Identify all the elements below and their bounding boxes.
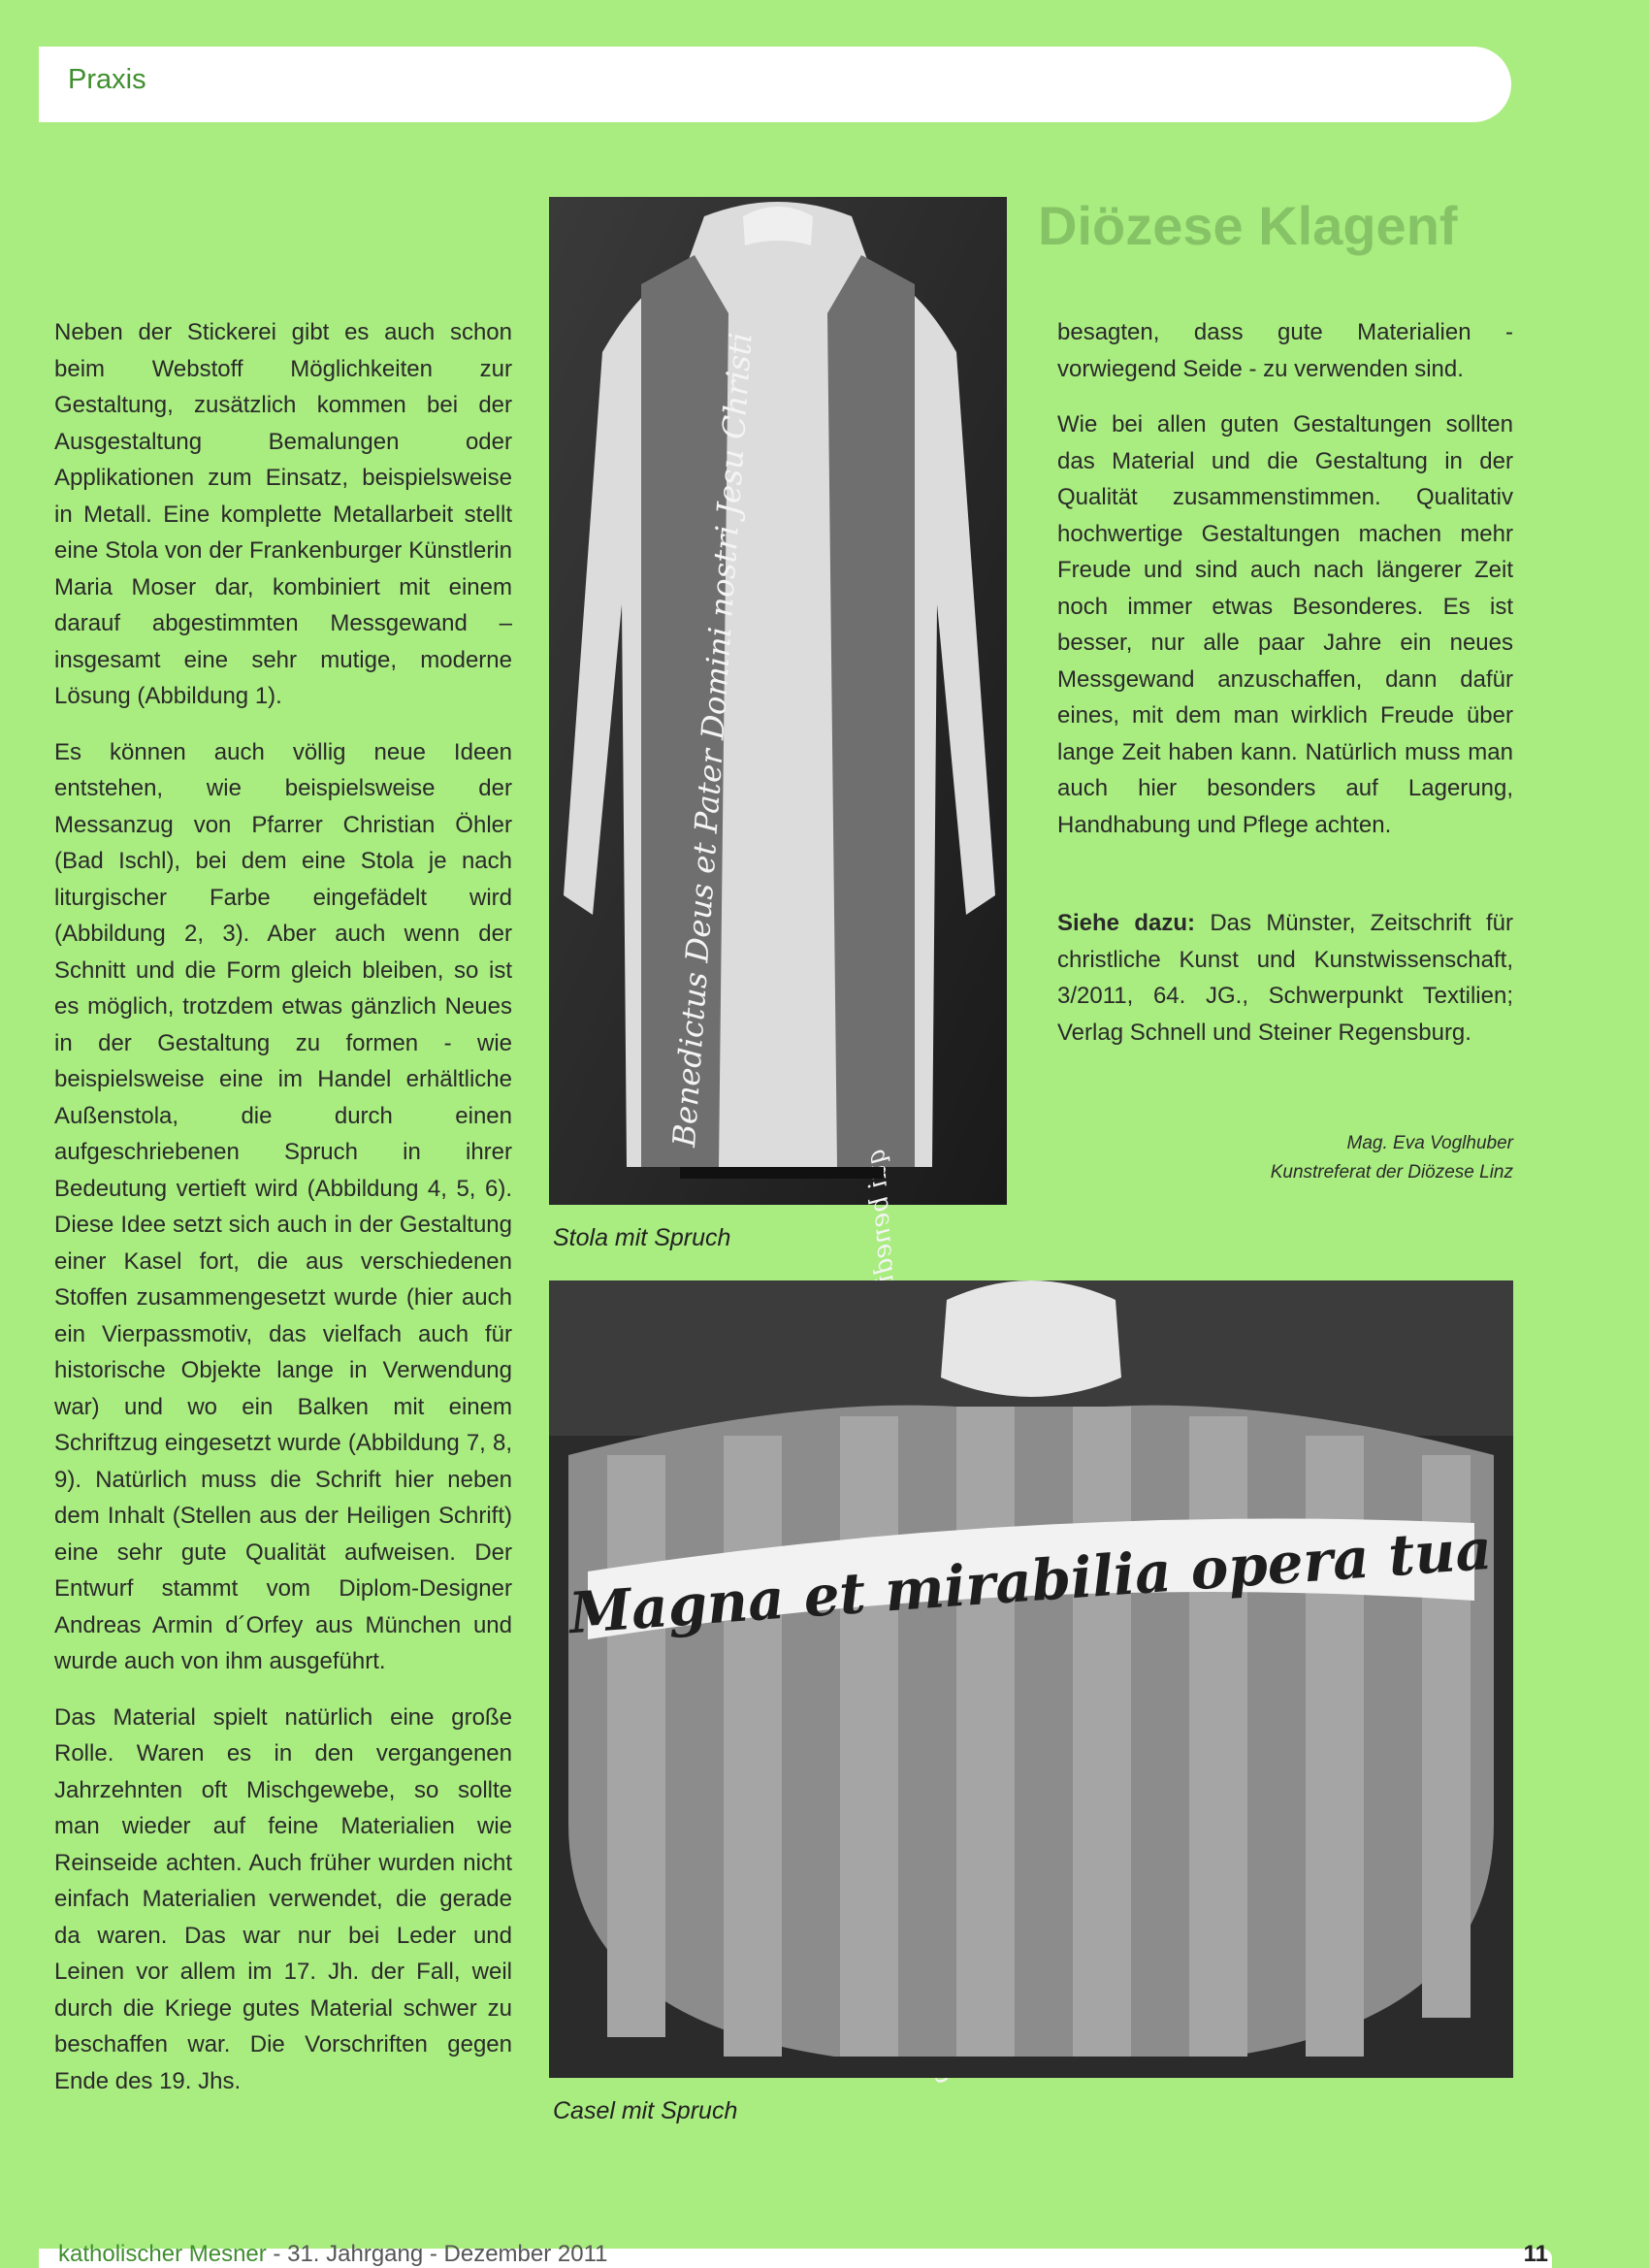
stola-photo: [549, 197, 1007, 1205]
stola-inscription-left: Benedictus Deus et Pater Domini nostri Jesu Christi: [665, 331, 760, 1149]
paragraph: besagten, dass gute Materialien - vorwiegend Seide - zu verwenden sind.: [1057, 319, 1513, 382]
reference-text: Das Münster, Zeitschrift für christliche Kunst und Kunstwissenschaft, 3/2011, 64. JG., Schwerpunkt Textilien; Verlag Schnell und Steiner Regensburg.: [1057, 910, 1514, 1046]
paragraph: Wie bei allen guten Gestaltungen sollten das Material und die Gestaltung in der Qualität zusammenstimmen. Qualitativ hochwertige Gestaltungen machen mehr Freude und sind auch nach längerer Zeit noch immer etwas Besonderes. Es ist besser, nur alle paar Jahre ein neues Messgewand anzuschaffen, dann dafür eines, mit dem man wirklich Freude über lange Zeit haben kann. Natürlich muss man auch hier besonders auf Lagerung, Handhabung und Pflege achten.: [1057, 411, 1513, 838]
magazine-name: katholischer Mesner: [58, 2241, 267, 2267]
left-column: [54, 314, 512, 2119]
reference: [1057, 905, 1513, 1051]
casel-inscription: Magna et mirabilia opera tua: [566, 1515, 1495, 1647]
reference-lead: Siehe dazu:: [1057, 910, 1196, 936]
paragraph: Neben der Stickerei gibt es auch schon beim Webstoff Möglichkeiten zur Gestaltung, zusätzlich kommen bei der Ausgestaltung Bemalungen oder Applikationen zum Einsatz, beispielsweise in Metall. Eine komplette Metallarbeit stellt eine Stola von der Frankenburger Künstlerin Maria Moser dar, kombiniert mit einem darauf abgestimmten Messgewand – insgesamt eine sehr mutige, moderne Lösung (Abbildung 1).: [54, 319, 512, 709]
page-number: 11: [1523, 2241, 1548, 2267]
casel-photo: [549, 1280, 1513, 2078]
issue-info: - 31. Jahrgang - Dezember 2011: [266, 2241, 608, 2267]
right-column: [1057, 314, 1513, 1070]
author-role: Kunstreferat der Diözese Linz: [1270, 1162, 1513, 1183]
bleed-through-text: Diözese Klagenf: [1038, 195, 1458, 256]
section-label: Praxis: [68, 64, 146, 95]
paragraph: Das Material spielt natürlich eine große Rolle. Waren es in den vergangenen Jahrzehnten oft Mischgewebe, so sollte man wieder auf feine Materialien wie Reinseide achten. Auch früher wurden nicht einfach Materialien verwendet, die gerade da waren. Das war nur bei Leder und Leinen vor allem im 17. Jh. der Fall, weil durch die Kriege gutes Material schwer zu beschaffen war. Die Vorschriften gegen Ende des 19. Jhs.: [54, 1703, 512, 2094]
stola-caption: Stola mit Spruch: [553, 1224, 731, 1251]
casel-caption: Casel mit Spruch: [553, 2097, 738, 2124]
casel-illustration: [549, 1280, 1513, 2078]
footer: [58, 2241, 608, 2268]
header-bar: [39, 47, 1511, 122]
stola-illustration: [549, 197, 1007, 1205]
paragraph: Es können auch völlig neue Ideen entstehen, wie beispielsweise der Messanzug von Pfarrer Christian Öhler (Bad Ischl), bei dem eine Stola je nach liturgischer Farbe eingefädelt wird (Abbildung 2, 3). Aber auch wenn der Schnitt und die Form gleich bleiben, so ist es möglich, trotzdem etwas gänzlich Neues in der Gestaltung zu formen - wie beispielsweise eine im Handel erhältliche Außenstola, die durch einen aufgeschriebenen Spruch in ihrer Bedeutung vertieft wird (Abbildung 4, 5, 6). Diese Idee setzt sich auch in der Gestaltung einer Kasel fort, die aus verschiedenen Stoffen zusammengesetzt wurde (hier auch ein Vierpassmotiv, das vielfach auch für historische Objekte lange in Verwendung war) und wo ein Balken mit einem Schriftzug eingesetzt wurde (Abbildung 7, 8, 9). Natürlich muss die Schrift hier neben dem Inhalt (Stellen aus der Heiligen Schrift) eine sehr gute Qualität aufweisen. Der Entwurf stammt vom Diplom-Designer Andreas Armin d´Orfey aus München und wurde auch von ihm ausgeführt.: [54, 738, 512, 1674]
author-name: Mag. Eva Voglhuber: [1346, 1133, 1513, 1153]
